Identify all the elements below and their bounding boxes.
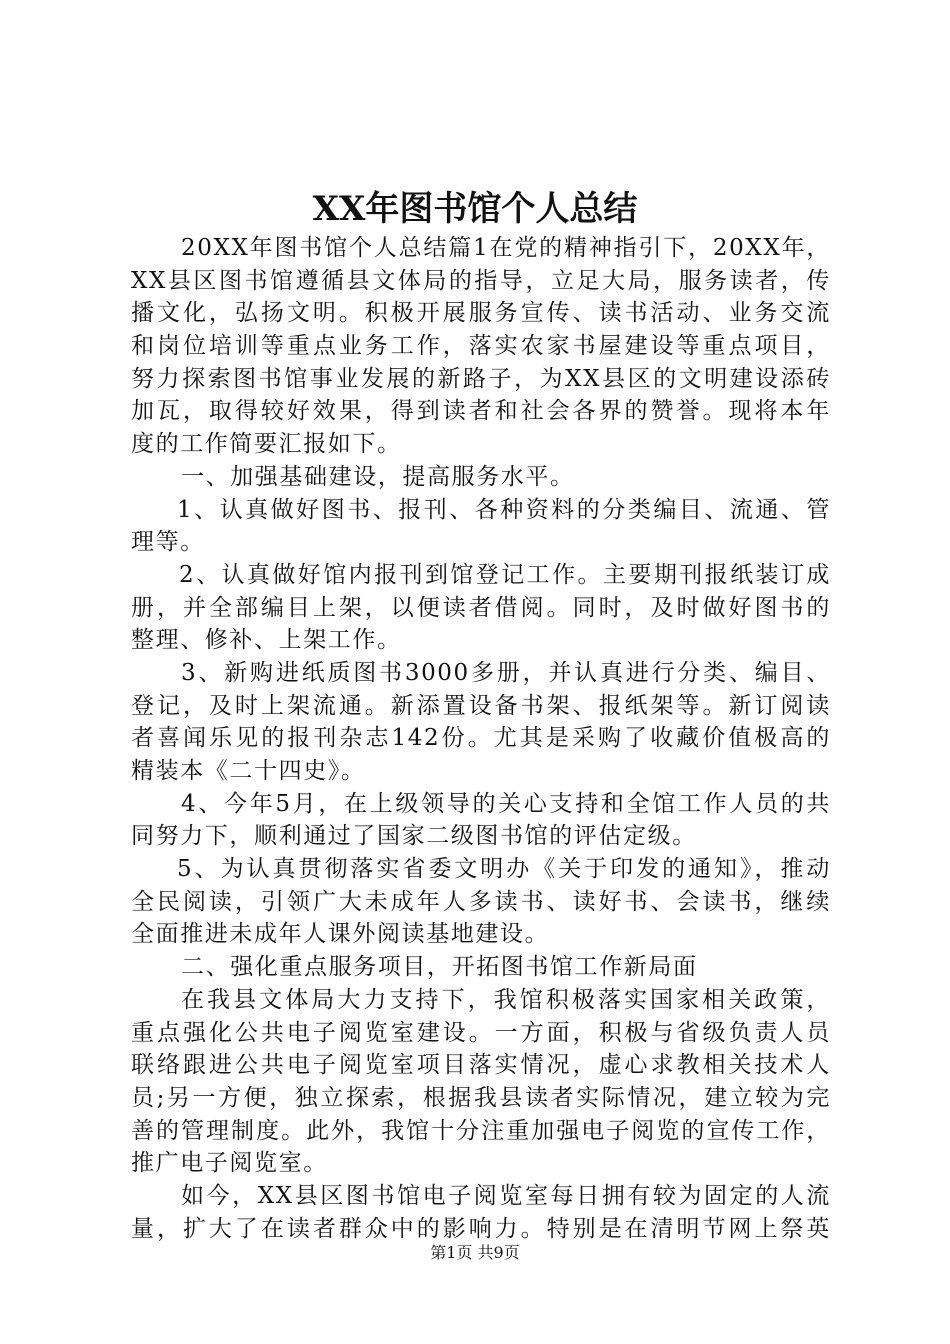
text-line: 者喜闻乐见的报刊杂志142份。尤其是采购了收藏价值极高的 [131,725,831,752]
text-line: 员;另一方便，独立探索，根据我县读者实际情况，建立较为完 [131,1084,831,1111]
text-line: 全民阅读，引领广大未成年人多读书、读好书、会读书，继续 [131,888,831,915]
text-line: 20XX年图书馆个人总结篇1在党的精神指引下，20XX年， [181,235,831,261]
text-line: 如今，XX县区图书馆电子阅览室每日拥有较为固定的人流 [181,1182,831,1209]
text-line: 在我县文体局大力支持下，我馆积极落实国家相关政策， [181,986,831,1013]
text-line: 二、强化重点服务项目，开拓图书馆工作新局面 [181,954,698,981]
document-title: XX年图书馆个人总结 [312,189,638,229]
text-line: 推广电子阅览室。 [131,1150,328,1177]
text-line: 一、加强基础建设，提高服务水平。 [181,463,575,490]
text-line: 登记，及时上架流通。新添置设备书架、报纸架等。新订阅读 [131,692,831,719]
text-line: 善的管理制度。此外，我馆十分注重加强电子阅览的宣传工作， [131,1117,831,1144]
text-line: 4、今年5月，在上级领导的关心支持和全馆工作人员的共 [181,790,831,817]
text-line: 联络跟进公共电子阅览室项目落实情况，虚心求教相关技术人 [131,1052,831,1079]
text-line: 册，并全部编目上架，以便读者借阅。同时，及时做好图书的 [131,594,831,621]
text-line: 整理、修补、上架工作。 [131,627,402,654]
text-line: 精装本《二十四史》。 [131,758,366,784]
text-line: 努力探索图书馆事业发展的新路子，为XX县区的文明建设添砖 [131,365,831,392]
text-line: 5、为认真贯彻落实省委文明办《关于印发的通知》，推动 [177,856,831,883]
document-body [131,232,831,1245]
text-line: 理等。 [131,529,205,556]
text-line: 度的工作简要汇报如下。 [131,431,402,458]
text-line: 全面推进未成年人课外阅读基地建设。 [131,921,550,948]
text-line: 3、新购进纸质图书3000多册，并认真进行分类、编目、 [181,659,831,686]
text-line: 量，扩大了在读者群众中的影响力。特别是在清明节网上祭英 [131,1215,831,1242]
text-line: 重点强化公共电子阅览室建设。一方面，积极与省级负责人员 [131,1019,831,1046]
text-line: 同努力下，顺利通过了国家二级图书馆的评估定级。 [131,823,697,850]
text-line: 加瓦，取得较好效果，得到读者和社会各界的赞誉。现将本年 [131,398,831,425]
text-line: XX县区图书馆遵循县文体局的指导，立足大局，服务读者，传 [131,267,831,294]
text-line: 2、认真做好馆内报刊到馆登记工作。主要期刊报纸装订成 [179,561,831,588]
text-line: 播文化，弘扬文明。积极开展服务宣传、读书活动、业务交流 [131,300,831,327]
text-line: 和岗位培训等重点业务工作，落实农家书屋建设等重点项目， [131,333,831,360]
page-footer: 第1页 共9页 [430,1243,520,1262]
text-line: 1、认真做好图书、报刊、各种资料的分类编目、流通、管 [177,496,831,523]
